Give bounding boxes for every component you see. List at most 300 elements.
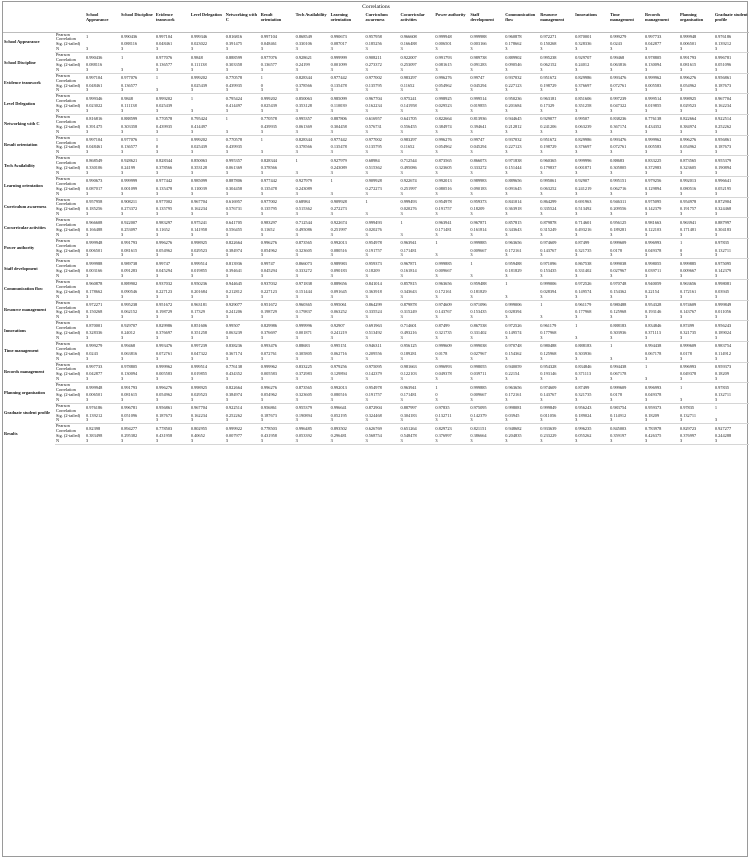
correlations-table [3,11,749,445]
pearson-value: 0.956125 [400,343,417,349]
pearson-value: 0.999346 [190,33,208,39]
n-value: 3 [330,295,365,300]
n-value: 3 [330,418,365,423]
n-value: 3 [330,171,365,176]
pearson-value: 0.828344 [295,75,312,81]
n-value: 3 [120,233,155,238]
pearson-value: 0.999948 [679,33,697,39]
pearson-value: 0.974609 [679,302,697,308]
n-value: 3 [260,150,295,155]
pearson-value: 0.957958 [365,33,382,39]
n-value: 3 [190,212,225,217]
n-value: 3 [155,150,190,155]
pearson-value: 0.989983 [330,260,347,266]
n-value: 3 [85,171,120,176]
n-value: 3 [155,47,190,52]
n-value: 3 [120,418,155,423]
sig-value: 0.198729 [540,145,557,150]
pearson-value: 0.951672 [540,137,557,143]
sig-value: 0.136577 [120,83,138,88]
sig-value: 0.130094 [645,62,662,67]
stat-label: Sig. (2-tailed) [56,186,81,191]
n-value: 3 [434,192,469,197]
pearson-value: 0.970748 [610,281,627,287]
pearson-value: 0.959373 [470,198,487,204]
stat-label: Pearson Correlation [56,32,76,42]
sig-value: 0.177968 [540,331,557,336]
pearson-value: 0.833225 [295,363,312,369]
n-value: 3 [644,171,679,176]
column-header: Result orientation [260,11,295,32]
pearson-value: 0.974609 [540,384,557,390]
pearson-value: 0.981663 [400,363,417,369]
pearson-value: 0.996276 [155,240,173,246]
n-value: 3 [679,150,714,155]
sig-value: 0.378566 [295,145,312,150]
n-value: 3 [609,130,644,135]
pearson-value: 0.960878 [86,281,103,287]
pearson-value: 0.9848 [190,54,203,60]
sig-value: 0.0243 [610,42,623,47]
sig-value: 0.439935 [225,83,243,88]
n-value: 3 [190,377,225,382]
n-value: 3 [85,109,120,114]
sig-value: 0.142379 [645,207,662,212]
sig-value: 0.384974 [679,124,697,129]
n-value: 3 [120,295,155,300]
pearson-value: 0.999996 [575,157,592,163]
n-value: 3 [365,336,400,341]
n-value: 3 [295,439,330,444]
pearson-value: 0.983297 [155,219,173,225]
stat-label: Pearson Correlation [56,93,76,104]
stat-label: Pearson Correlation [56,155,76,166]
n-value: 3 [85,357,120,362]
column-header: Cocurricular activities [399,11,434,32]
n-value: 3 [330,47,365,52]
pearson-value: 0.691963 [575,198,592,204]
n-value: 3 [225,88,260,93]
pearson-value: 0.974609 [540,240,557,246]
corner-cell [3,11,55,32]
sig-value: 0.125968 [540,351,557,356]
sig-value: 0.434352 [225,372,243,377]
sig-value: 0.111138 [120,104,137,109]
sig-value: 0.130094 [120,372,138,377]
pearson-value: 0.998925 [190,240,208,246]
sig-value: 0.143767 [679,310,697,315]
pearson-value: 0.996276 [155,384,173,390]
sig-value: 0.067178 [645,351,662,356]
n-value: 3 [365,253,400,258]
column-header: Communication flow [504,11,539,32]
n-value: 3 [120,398,155,403]
n-value: 3 [260,295,295,300]
n-value: 3 [85,274,120,279]
n-value: 3 [120,68,155,73]
sig-value: 0.353128 [190,166,208,171]
pearson-value: 0.980488 [540,343,557,349]
n-value: 3 [399,418,434,423]
n-value: 3 [85,336,120,341]
sig-value: 0.005583 [645,145,662,150]
sig-value: 0.328336 [86,331,103,336]
pearson-value: 0.977076 [155,54,173,60]
n-value: 3 [434,439,469,444]
n-value: 3 [365,192,400,197]
n-value: 3 [85,192,120,197]
sig-value: 0.414497 [225,104,243,109]
stat-label: Pearson Correlation [56,279,76,289]
n-value: 3 [539,88,574,93]
sig-value: 0.367174 [610,124,627,129]
pearson-value: 1 [679,240,683,246]
n-value: 3 [260,439,295,444]
n-value: 3 [504,233,539,238]
sig-value: 0.233229 [540,434,557,439]
n-value: 3 [155,377,190,382]
pearson-value: 0.963181 [190,302,208,308]
pearson-value: 1 [155,137,159,143]
n-value: 3 [644,212,679,217]
pearson-value: 0.956861 [155,405,173,411]
sig-value: 0.162234 [190,413,208,418]
sig-value: 0.513492 [575,207,592,212]
pearson-value: 0.999996 [295,322,312,328]
pearson-value: 0.977442 [330,75,347,81]
n-value: 3 [155,192,190,197]
pearson-value: 0.873565 [679,157,697,163]
sig-value: 0.305805 [295,351,312,356]
sig-value: 0.027967 [610,269,627,274]
sig-value: 0.335524 [540,207,557,212]
n-value: 3 [434,377,469,382]
n-value: 3 [330,274,365,279]
sig-value: 0.426375 [645,434,662,439]
stat-label: Pearson Correlation [56,423,76,434]
pearson-value: 0.956125 [610,219,627,225]
pearson-value: 0.992013 [679,178,697,184]
sig-value: 0.495086 [295,227,312,232]
pearson-value: 0.889656 [505,178,522,184]
pearson-row [3,32,749,42]
n-value: 3 [85,233,120,238]
pearson-value: 0.888599 [120,116,138,122]
n-value: 3 [469,418,504,423]
pearson-value: 0.959488 [505,260,522,266]
sig-value: 0.185256 [86,207,103,212]
pearson-value: 0.999948 [86,240,103,246]
n-value: 3 [365,212,400,217]
pearson-value: 0.828344 [260,157,277,163]
pearson-value: 0.975095 [470,405,487,411]
pearson-value: 0.961179 [575,302,592,308]
n-value: 3 [85,439,120,444]
n-value: 3 [295,315,330,320]
pearson-value: 0.641705 [225,219,243,225]
n-value: 3 [679,233,714,238]
stat-label: Pearson Correlation [56,258,76,269]
n-value: 3 [539,336,574,341]
pearson-value: 0.994438 [645,343,662,349]
variable-label: School Discipline [4,59,36,65]
n-value: 3 [330,398,365,403]
n-value: 3 [469,315,504,320]
pearson-value: 0.616957 [365,116,382,122]
sig-value: 0.028394 [540,289,557,294]
sig-value: 0.251997 [400,186,417,191]
pearson-value: 0.999922 [225,425,243,431]
pearson-value: 0.908211 [365,54,382,60]
pearson-value: 1 [470,260,473,266]
sig-value: 0.305805 [610,166,627,171]
n-value: 3 [644,398,679,403]
pearson-value: 0.963181 [540,95,557,101]
sig-value: 0.172161 [505,392,522,397]
stat-label: N [55,253,85,258]
n-value: 3 [365,68,400,73]
pearson-value: 0.961179 [540,322,557,328]
sig-value: 0.576731 [225,207,243,212]
pearson-value: 0.977002 [260,198,277,204]
n-value: 3 [260,398,295,403]
sig-value: 0.11652 [400,83,415,88]
sig-value: 0.122103 [645,227,662,232]
sig-value: 0.135795 [155,207,173,212]
sig-value: 0.11652 [400,145,415,150]
column-header: Level Delegation [190,11,225,32]
sig-value: 0.189281 [400,351,417,356]
pearson-value: 0.985099 [330,95,347,101]
stat-label: N [55,398,85,403]
sig-value: 0.376997 [679,434,697,439]
stat-label: N [55,68,85,73]
sig-value: 0.063816 [120,351,138,356]
pearson-value: 1 [190,95,193,101]
n-value: 3 [644,109,679,114]
stat-label: N [55,315,85,320]
n-value: 3 [85,295,120,300]
n-value: 3 [190,233,225,238]
stat-label: Pearson Correlation [56,217,76,228]
stat-label: Sig. (2-tailed) [56,207,81,212]
pearson-value: 0.956861 [714,75,732,81]
n-value: 3 [399,233,434,238]
stat-label: Sig. (2-tailed) [56,248,81,253]
pearson-value: 0.975095 [365,363,382,369]
pearson-value: 0.937032 [505,137,522,143]
n-value: 3 [679,47,714,52]
n-value: 3 [504,377,539,382]
sig-value: 0.376697 [155,331,173,336]
pearson-row [3,259,749,269]
n-value: 3 [225,418,260,423]
pearson-value: 0.957958 [86,198,103,204]
n-value: 3 [574,47,609,52]
pearson-value: 0.87499 [575,240,590,246]
stat-label: Sig. (2-tailed) [56,413,81,418]
pearson-value: 0.975241 [190,219,208,225]
n-value: 3 [399,130,434,135]
n-value: 3 [714,68,749,73]
n-value: 3 [295,398,330,403]
pearson-value: 0.829723 [679,425,697,431]
sig-value: 0.0178 [435,351,448,356]
sig-value: 0.241206 [540,124,557,129]
sig-value: 0.303358 [120,124,138,129]
pearson-value: 0.783978 [645,425,662,431]
n-value: 3 [714,47,749,52]
pearson-value: 0.833225 [645,157,662,163]
sig-value: 0.323605 [295,392,312,397]
column-header: Curriculum awareness [365,11,400,32]
sig-value: 0.020276 [365,227,382,232]
stat-label: Pearson Correlation [56,176,76,186]
sig-value: 0.090546 [120,289,138,294]
n-value: 3 [155,130,190,135]
n-value: 3 [225,253,260,258]
sig-value: 0.047322 [190,351,208,356]
n-value: 3 [295,212,330,217]
sig-value: 0.303936 [610,331,627,336]
pearson-value: 0.977002 [365,137,382,143]
n-value: 3 [469,109,504,114]
pearson-value: 0.959373 [645,405,662,411]
sig-value: 0.062152 [540,62,557,67]
pearson-value: 0.828344 [155,157,173,163]
pearson-value: 0.937032 [155,281,173,287]
sig-value: 0.181829 [470,289,487,294]
pearson-value: 0.990436 [120,33,138,39]
pearson-value: 0.922514 [714,116,732,122]
n-value: 3 [330,109,365,114]
pearson-value: 0.951672 [540,75,557,81]
pearson-value: 1 [679,384,683,390]
sig-value: 0.434352 [645,124,662,129]
n-value: 3 [190,130,225,135]
n-value: 3 [365,88,400,93]
pearson-value: 0.990673 [330,33,347,39]
sig-value: 0.394641 [225,269,243,274]
sig-value: 0.049378 [679,372,697,377]
pearson-value: 0.993476 [610,75,627,81]
pearson-value: 0.68984 [295,198,310,204]
pearson-value: 0.922674 [400,178,417,184]
pearson-value: 0.929707 [575,54,592,60]
n-value: 3 [225,212,260,217]
pearson-value: 0.887806 [330,116,347,122]
pearson-value: 0.851606 [190,322,208,328]
pearson-value: 0.977442 [155,178,173,184]
pearson-value: 0.951672 [260,302,277,308]
n-value: 3 [644,88,679,93]
n-value: 3 [504,68,539,73]
stat-label: N [55,88,85,93]
pearson-row [3,53,749,63]
n-value: 3 [225,357,260,362]
sig-value: 0.088116 [86,62,103,67]
sig-value: 0.209556 [365,351,382,356]
n-value: 3 [295,418,330,423]
pearson-value: 0.999609 [610,240,627,246]
n-value: 3 [190,68,225,73]
pearson-value: 0.998055 [645,260,662,266]
n-value: 3 [120,253,155,258]
pearson-row [3,280,749,290]
sig-value: 0.272273 [330,207,347,212]
pearson-value: 0.864299 [365,302,382,308]
pearson-value: 0.998081 [714,281,732,287]
n-value: 3 [469,253,504,258]
n-value: 3 [155,336,190,341]
sig-value: 0.18209 [714,372,729,377]
n-value: 3 [365,315,400,320]
pearson-value: 0.996276 [679,75,697,81]
column-header: Power authority [434,11,469,32]
n-value: 3 [504,274,539,279]
pearson-value: 0.97835 [679,405,695,411]
n-value: 3 [85,88,120,93]
sig-value: 0.048461 [260,42,277,47]
n-value: 3 [85,315,120,320]
sig-value: 0.141958 [190,227,208,232]
pearson-value: 0.999279 [86,343,103,349]
n-value: 3 [644,150,679,155]
n-value: 3 [644,68,679,73]
sig-value: 0.391475 [86,124,103,129]
n-value: 3 [574,377,609,382]
column-header: Resource management [539,11,574,32]
stat-label: Pearson Correlation [56,197,76,207]
n-value: 3 [609,68,644,73]
n-value: 3 [574,295,609,300]
sig-value: 0.371113 [575,372,592,377]
sig-value: 0.227123 [155,289,173,294]
pearson-value: 0.985099 [190,178,208,184]
pearson-value: 0.993476 [260,343,277,349]
pearson-value: 0.887806 [225,178,243,184]
sig-value: 0.001871 [295,331,312,336]
n-value: 3 [190,315,225,320]
sig-value: 0.353128 [295,104,312,109]
n-value: 3 [574,336,609,341]
pearson-value: 0.999006 [540,281,557,287]
pearson-value: 0.870001 [575,33,592,39]
n-value: 3 [574,130,609,135]
pearson-value: 0.992013 [435,178,452,184]
pearson-value: 0.712544 [400,157,417,163]
sig-value: 0.052195 [330,413,347,418]
pearson-value: 0.99747 [260,260,275,266]
pearson-value: 0.975241 [400,95,417,101]
pearson-value: 0.929077 [225,302,243,308]
n-value: 3 [295,130,330,135]
n-value: 3 [644,377,679,382]
n-value: 3 [469,171,504,176]
n-value: 3 [365,377,400,382]
sig-value: 0.001099 [330,62,347,67]
n-value: 3 [609,315,644,320]
n-value: 3 [644,418,679,423]
sig-value: 0.047322 [610,104,627,109]
pearson-value: 0.894277 [120,425,138,431]
n-value: 3 [609,418,644,423]
pearson-value: 0.922007 [400,54,417,60]
pearson-value: 0.972526 [505,322,522,328]
sig-value: 0.304183 [400,413,417,418]
pearson-value: 0.971096 [540,260,557,266]
pearson-row [3,238,749,248]
